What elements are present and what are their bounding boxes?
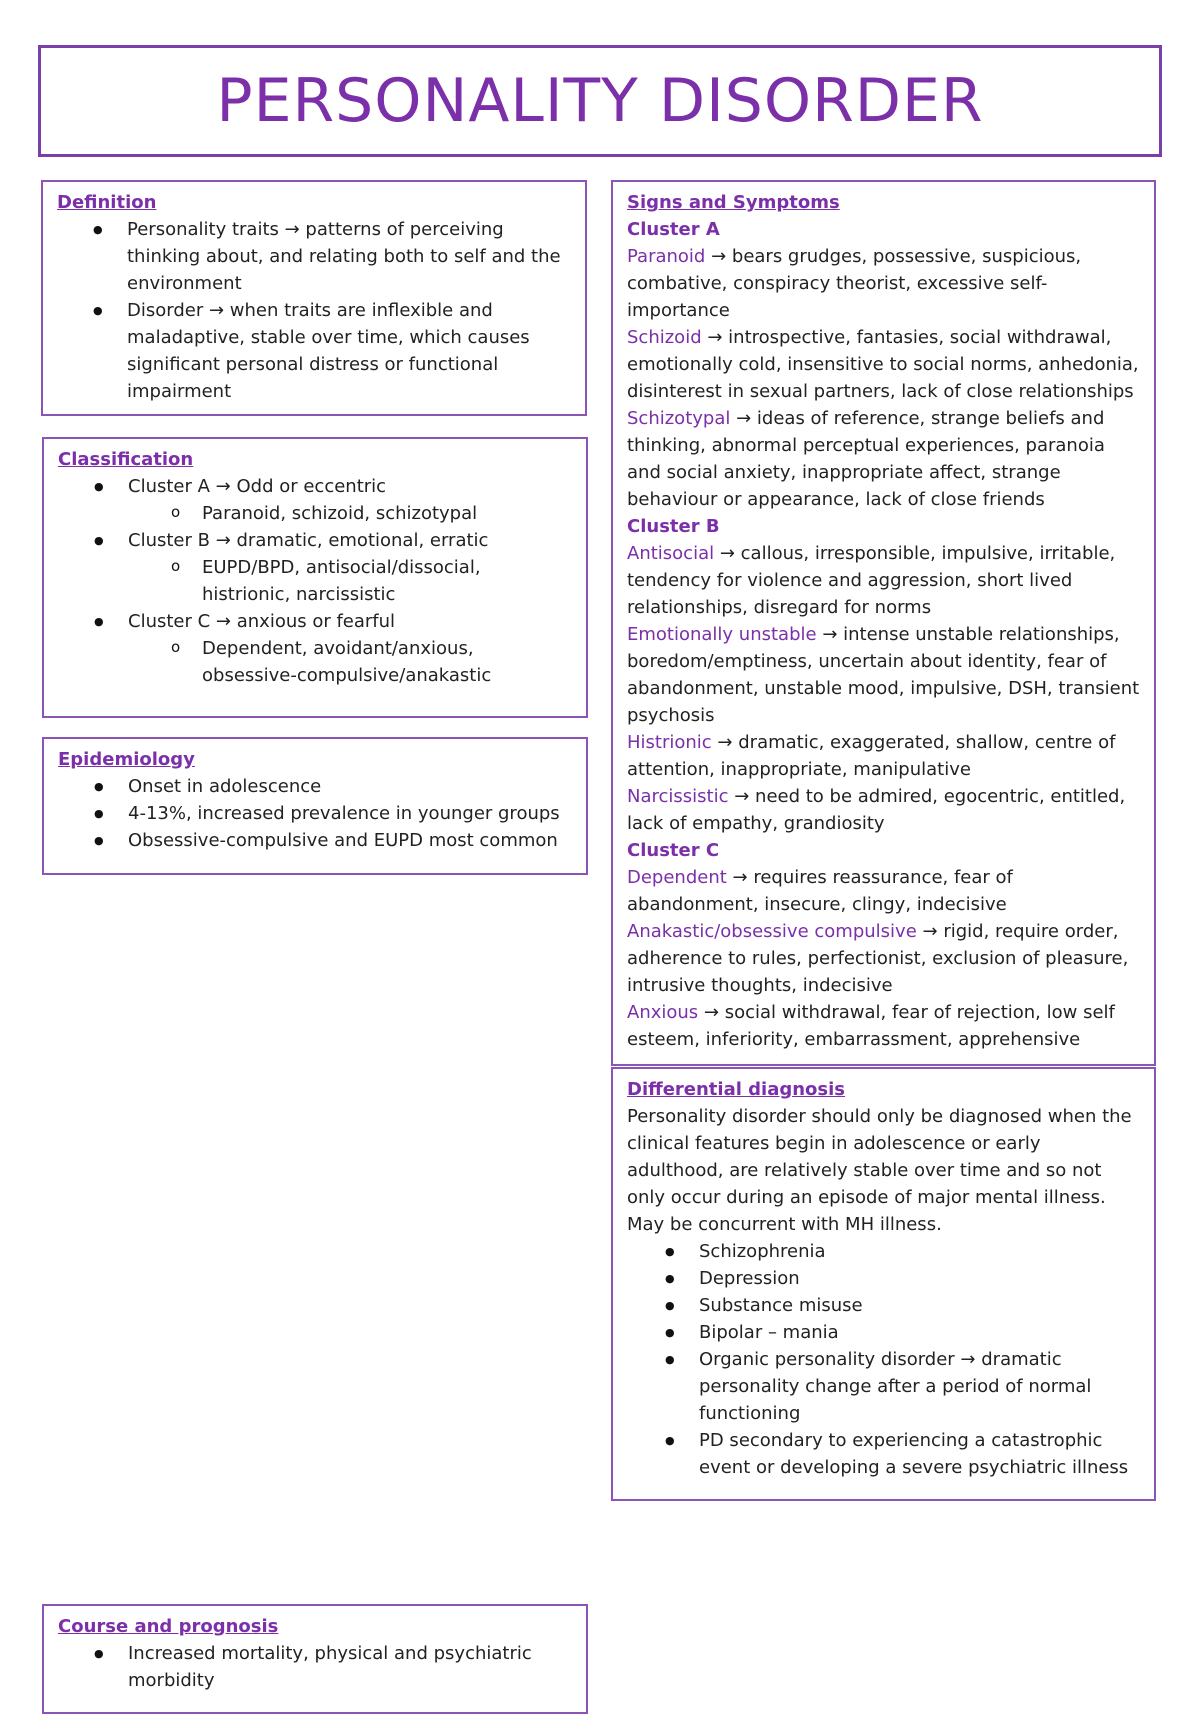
epidemiology-heading: Epidemiology — [58, 749, 195, 770]
cluster-a-heading: Cluster A — [627, 219, 720, 240]
definition-section — [41, 180, 587, 416]
course-list — [58, 1640, 572, 1694]
paranoid-desc: Paranoid → bears grudges, possessive, suspicious, combative, conspiracy theorist, excessive self-importance — [627, 246, 1082, 321]
differential-list — [627, 1238, 1140, 1481]
arrow-icon: → — [711, 246, 727, 267]
list-item: ● Obsessive-compulsive and EUPD most common — [58, 827, 572, 854]
differential-section — [611, 1067, 1156, 1501]
histrionic-desc: Histrionic → dramatic, exaggerated, shallow, centre of attention, inappropriate, manipulative — [627, 732, 1116, 780]
arrow-icon: → — [215, 476, 231, 497]
dependent-desc: Dependent → requires reassurance, fear of abandonment, insecure, clingy, indecisive — [627, 867, 1013, 915]
arrow-icon: → — [960, 1349, 976, 1370]
list-item: ● Organic personality disorder → dramatic personality change after a period of normal functioning — [627, 1346, 1140, 1427]
epidemiology-list — [58, 773, 572, 854]
arrow-icon: → — [736, 408, 752, 429]
list-item: ● 4-13%, increased prevalence in younger groups — [58, 800, 572, 827]
list-item: ● PD secondary to experiencing a catastrophic event or developing a severe psychiatric illness — [627, 1427, 1140, 1481]
arrow-icon: → — [922, 921, 938, 942]
signs-section — [611, 180, 1156, 1066]
cluster-b-heading: Cluster B — [627, 516, 720, 537]
classification-list — [58, 473, 572, 689]
eupd-desc: Emotionally unstable → intense unstable relationships, boredom/emptiness, uncertain about identity, fear of abandonment, unstable mood, impulsive, DSH, transient psychosis — [627, 624, 1140, 726]
signs-heading: Signs and Symptoms — [627, 192, 840, 213]
narcissistic-desc: Narcissistic → need to be admired, egocentric, entitled, lack of empathy, grandiosity — [627, 786, 1126, 834]
arrow-icon: → — [215, 611, 231, 632]
list-item: ● Onset in adolescence — [58, 773, 572, 800]
list-item: ● Increased mortality, physical and psychiatric morbidity — [58, 1640, 572, 1694]
arrow-icon: → — [284, 219, 300, 240]
arrow-icon: → — [717, 732, 733, 753]
arrow-icon: → — [732, 867, 748, 888]
list-item: ● Cluster C → anxious or fearful — [58, 608, 572, 635]
list-item: ● Depression — [627, 1265, 1140, 1292]
sub-list-item: o Paranoid, schizoid, schizotypal — [58, 500, 572, 527]
epidemiology-section — [42, 737, 588, 875]
classification-section — [42, 437, 588, 718]
definition-list — [57, 216, 571, 405]
arrow-icon: → — [707, 327, 723, 348]
sub-list-item: o EUPD/BPD, antisocial/dissocial, histrionic, narcissistic — [58, 554, 572, 608]
classification-heading: Classification — [58, 449, 194, 470]
arrow-icon: → — [719, 543, 735, 564]
arrow-icon: → — [215, 530, 231, 551]
list-item: ● Substance misuse — [627, 1292, 1140, 1319]
arrow-icon: → — [734, 786, 750, 807]
list-item: ● Cluster A → Odd or eccentric — [58, 473, 572, 500]
course-heading: Course and prognosis — [58, 1616, 279, 1637]
page-title: PERSONALITY DISORDER — [216, 66, 984, 136]
anxious-desc: Anxious → social withdrawal, fear of rejection, low self esteem, inferiority, embarrassment, apprehensive — [627, 1002, 1115, 1050]
schizotypal-desc: Schizotypal → ideas of reference, strange beliefs and thinking, abnormal perceptual experiences, paranoia and social anxiety, inappropriate affect, strange behaviour or appearance, lack of close friends — [627, 408, 1105, 510]
anakastic-desc: Anakastic/obsessive compulsive → rigid, require order, adherence to rules, perfectionist, exclusion of pleasure, intrusive thoughts, indecisive — [627, 921, 1129, 996]
antisocial-desc: Antisocial → callous, irresponsible, impulsive, irritable, tendency for violence and aggression, short lived relationships, disregard for norms — [627, 543, 1116, 618]
list-item: ● Bipolar – mania — [627, 1319, 1140, 1346]
list-item: ● Personality traits → patterns of perceiving thinking about, and relating both to self and the environment — [57, 216, 571, 297]
schizoid-desc: Schizoid → introspective, fantasies, social withdrawal, emotionally cold, insensitive to social norms, anhedonia, disinterest in sexual partners, lack of close relationships — [627, 327, 1139, 402]
arrow-icon: → — [208, 300, 225, 321]
sub-list-item: o Dependent, avoidant/anxious, obsessive-compulsive/anakastic — [58, 635, 572, 689]
list-item: ● Cluster B → dramatic, emotional, erratic — [58, 527, 572, 554]
cluster-c-heading: Cluster C — [627, 840, 720, 861]
list-item: ● Disorder → when traits are inflexible and maladaptive, stable over time, which causes significant personal distress or functional impairment — [57, 297, 571, 405]
arrow-icon: → — [703, 1002, 719, 1023]
differential-heading: Differential diagnosis — [627, 1079, 846, 1100]
list-item: ● Schizophrenia — [627, 1238, 1140, 1265]
title-box — [38, 45, 1162, 157]
arrow-icon: → — [822, 624, 838, 645]
definition-heading: Definition — [57, 192, 157, 213]
differential-intro: Personality disorder should only be diagnosed when the clinical features begin in adolescence or early adulthood, are relatively stable over time and so not only occur during an episode of major mental illness. May be concurrent with MH illness. — [627, 1106, 1132, 1235]
